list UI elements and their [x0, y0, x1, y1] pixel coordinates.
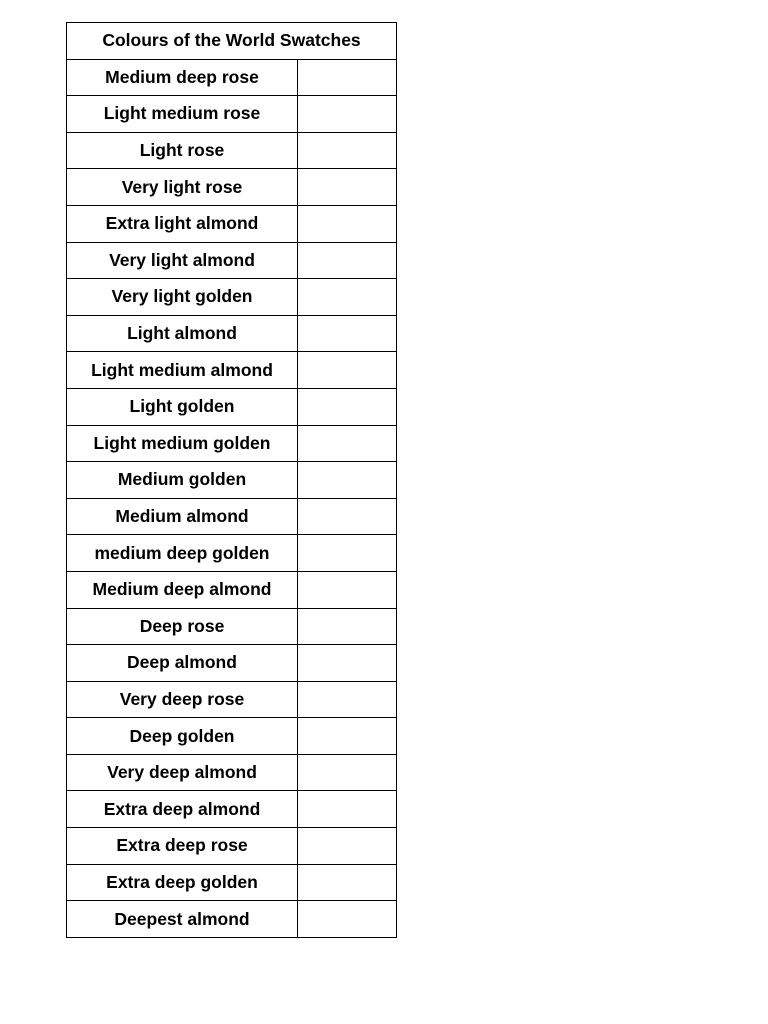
swatch-name-cell: Extra deep almond [67, 791, 298, 828]
table-row [67, 242, 397, 279]
table-row [67, 132, 397, 169]
swatch-name-cell: Light medium almond [67, 352, 298, 389]
swatch-name-cell: Extra deep golden [67, 864, 298, 901]
swatch-name-cell: Deepest almond [67, 901, 298, 938]
swatch-name-cell: Very light rose [67, 169, 298, 206]
swatch-sample-cell [298, 279, 397, 316]
swatch-sample-cell [298, 901, 397, 938]
swatch-sample-cell [298, 754, 397, 791]
table-row [67, 864, 397, 901]
swatch-table-body [67, 59, 397, 937]
table-row [67, 425, 397, 462]
swatch-name-cell: Light golden [67, 388, 298, 425]
swatch-sample-cell [298, 388, 397, 425]
swatch-name-cell: Medium deep rose [67, 59, 298, 96]
table-row [67, 205, 397, 242]
swatch-sample-cell [298, 352, 397, 389]
swatch-sample-cell [298, 132, 397, 169]
table-row [67, 608, 397, 645]
swatch-sample-cell [298, 96, 397, 133]
swatch-sample-cell [298, 864, 397, 901]
table-row [67, 315, 397, 352]
table-row [67, 169, 397, 206]
swatch-sample-cell [298, 535, 397, 572]
swatch-sample-cell [298, 608, 397, 645]
table-header-row [67, 23, 397, 60]
swatch-sample-cell [298, 315, 397, 352]
swatch-sample-cell [298, 498, 397, 535]
swatch-name-cell: Very light almond [67, 242, 298, 279]
swatch-sample-cell [298, 718, 397, 755]
table-row [67, 388, 397, 425]
table-row [67, 279, 397, 316]
swatch-name-cell: Medium deep almond [67, 571, 298, 608]
table-row [67, 571, 397, 608]
swatch-sample-cell [298, 242, 397, 279]
swatch-name-cell: Deep almond [67, 645, 298, 682]
swatch-sample-cell [298, 59, 397, 96]
swatch-sheet [66, 22, 397, 938]
swatch-name-cell: medium deep golden [67, 535, 298, 572]
swatch-name-cell: Very deep rose [67, 681, 298, 718]
swatch-name-cell: Very light golden [67, 279, 298, 316]
swatch-name-cell: Light almond [67, 315, 298, 352]
table-row [67, 681, 397, 718]
swatch-name-cell: Light medium golden [67, 425, 298, 462]
table-row [67, 535, 397, 572]
swatch-name-cell: Very deep almond [67, 754, 298, 791]
swatch-name-cell: Medium almond [67, 498, 298, 535]
swatch-name-cell: Deep rose [67, 608, 298, 645]
swatch-sample-cell [298, 425, 397, 462]
swatch-name-cell: Extra light almond [67, 205, 298, 242]
swatch-name-cell: Deep golden [67, 718, 298, 755]
swatch-name-cell: Extra deep rose [67, 828, 298, 865]
swatch-name-cell: Light rose [67, 132, 298, 169]
table-row [67, 498, 397, 535]
swatch-sample-cell [298, 791, 397, 828]
table-row [67, 96, 397, 133]
swatch-sample-cell [298, 645, 397, 682]
swatch-sample-cell [298, 571, 397, 608]
table-row [67, 645, 397, 682]
table-row [67, 59, 397, 96]
table-row [67, 462, 397, 499]
swatch-name-cell: Medium golden [67, 462, 298, 499]
table-row [67, 828, 397, 865]
swatch-sample-cell [298, 681, 397, 718]
swatch-sample-cell [298, 205, 397, 242]
swatch-table [66, 22, 397, 938]
table-row [67, 754, 397, 791]
table-row [67, 791, 397, 828]
swatch-name-cell: Light medium rose [67, 96, 298, 133]
table-row [67, 718, 397, 755]
table-title: Colours of the World Swatches [67, 23, 397, 60]
swatch-sample-cell [298, 462, 397, 499]
swatch-sample-cell [298, 828, 397, 865]
table-row [67, 901, 397, 938]
swatch-sample-cell [298, 169, 397, 206]
table-row [67, 352, 397, 389]
